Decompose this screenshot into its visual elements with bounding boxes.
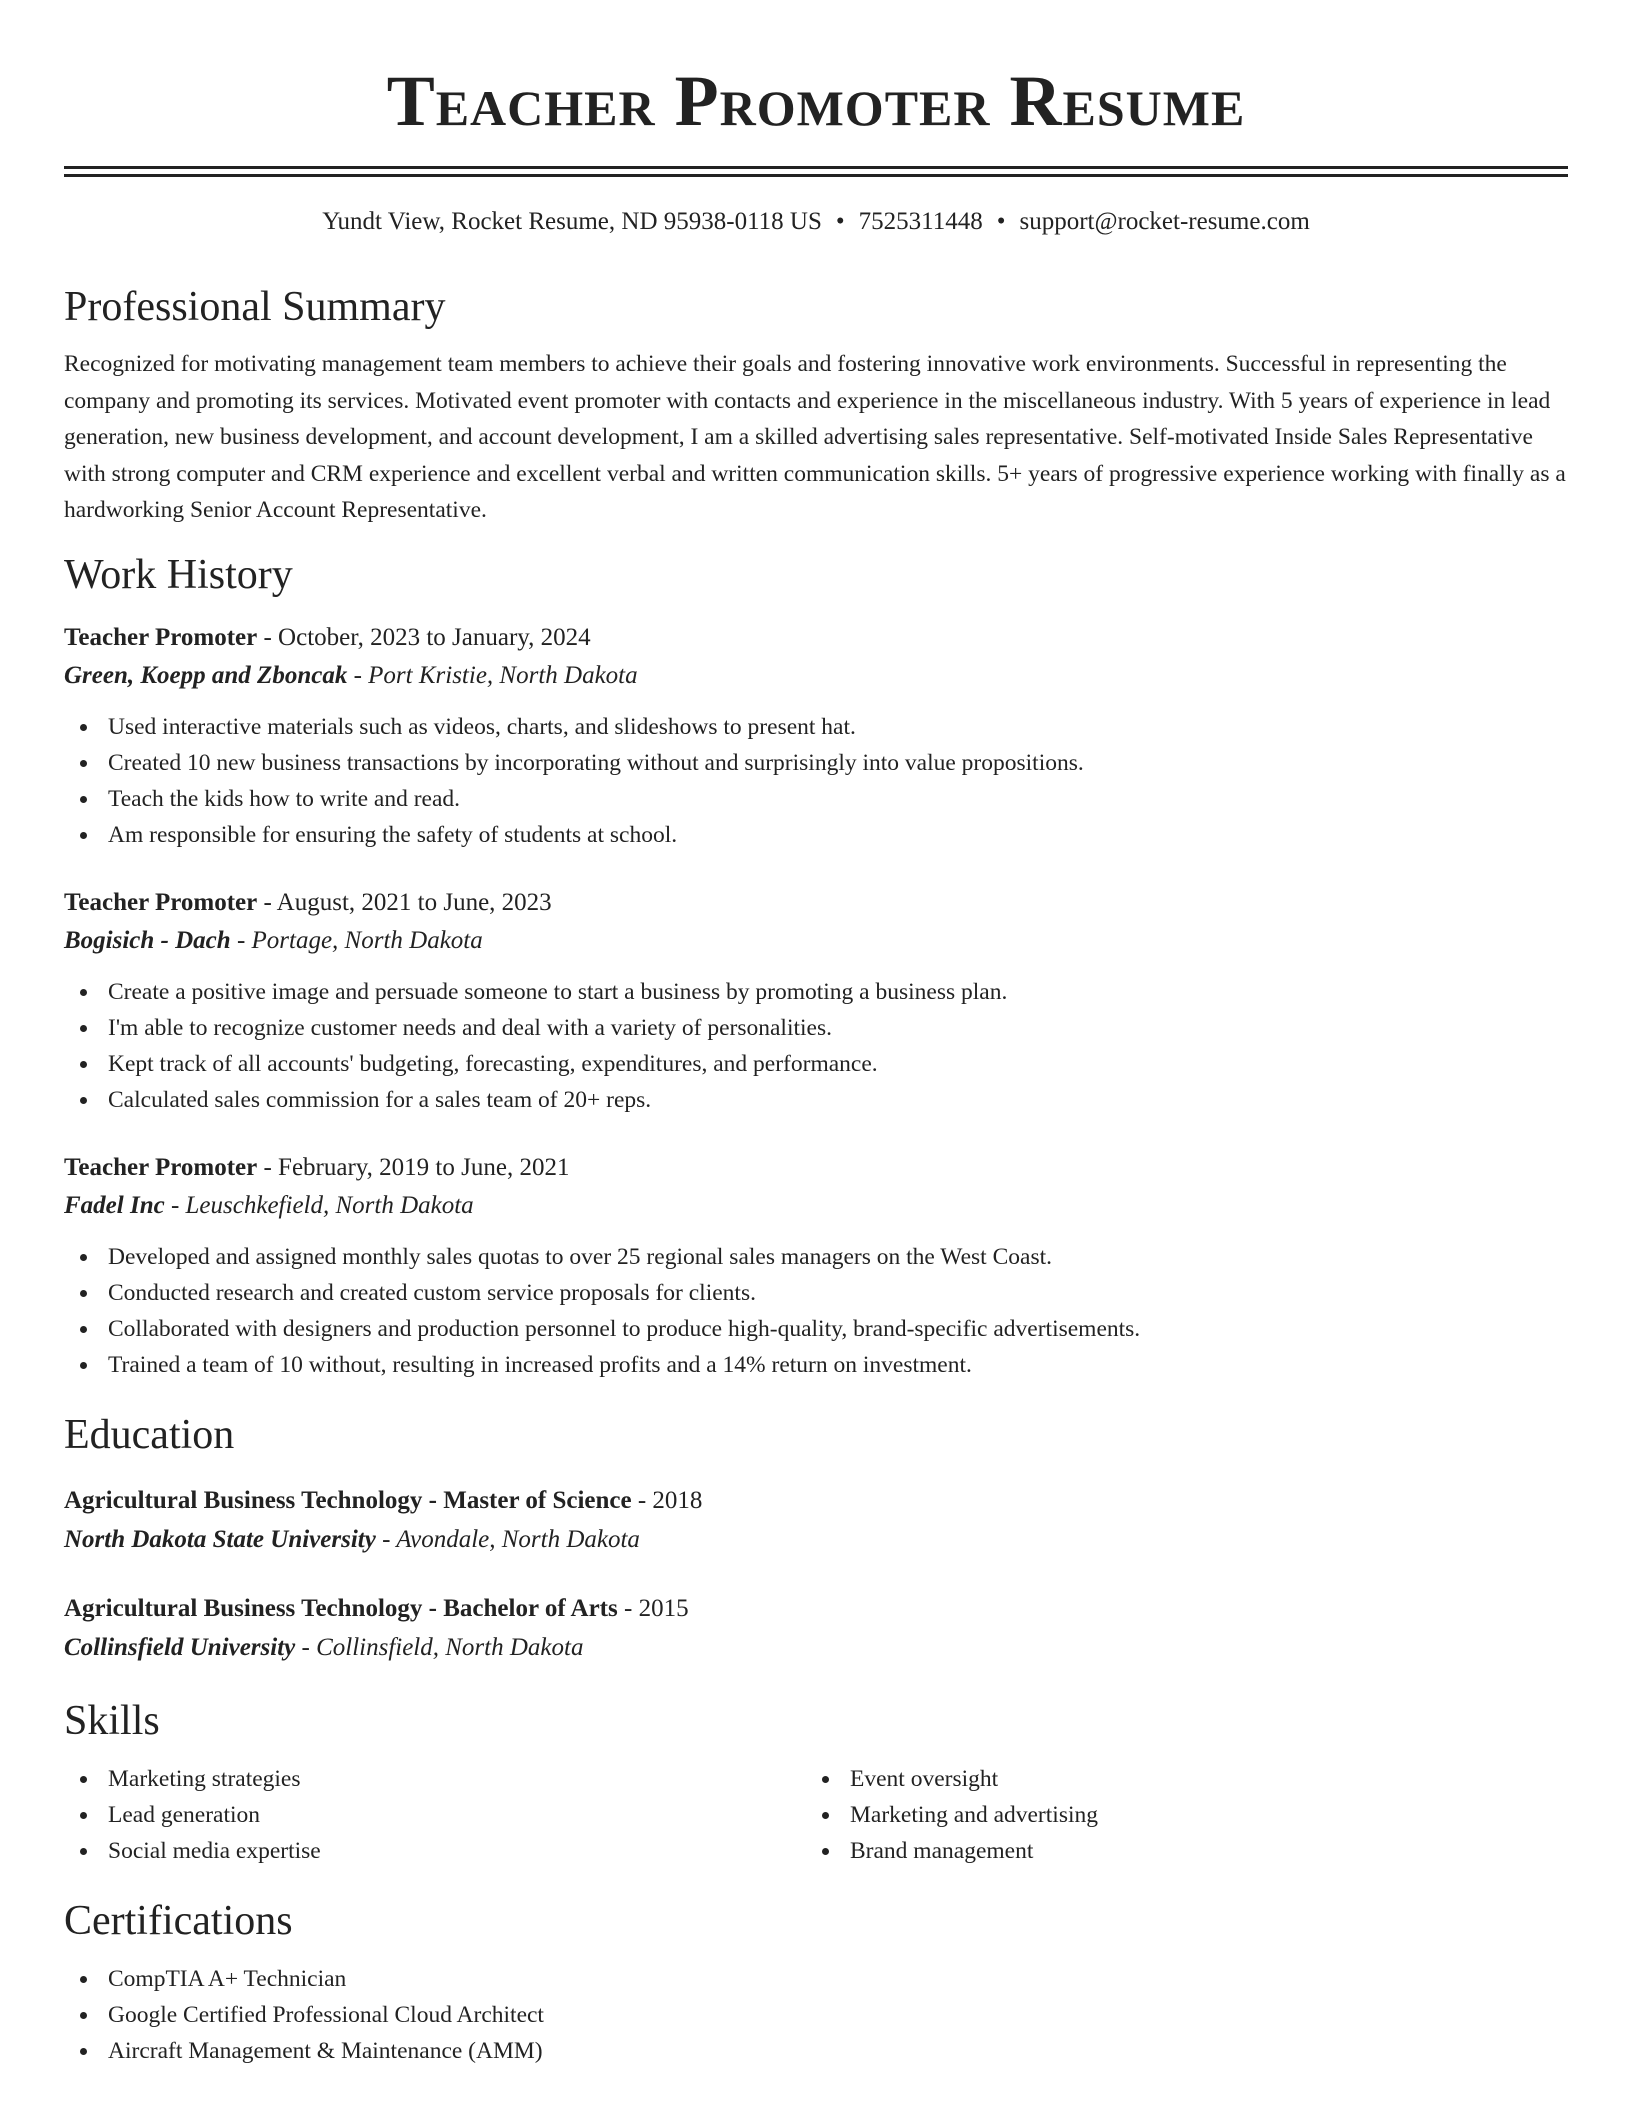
- list-item: Trained a team of 10 without, resulting in increased profits and a 14% return on investment.: [64, 1347, 1568, 1383]
- list-item: Kept track of all accounts' budgeting, forecasting, expenditures, and performance.: [64, 1046, 1568, 1082]
- list-item: Teach the kids how to write and read.: [64, 781, 1568, 817]
- list-item: Conducted research and created custom service proposals for clients.: [64, 1275, 1568, 1311]
- section-heading-skills: Skills: [64, 1697, 160, 1744]
- education-degree: Agricultural Business Technology - Bachelor of Arts: [64, 1594, 618, 1622]
- certifications-list: [64, 1961, 1568, 2069]
- job-title: Teacher Promoter: [64, 1153, 258, 1181]
- job-dates: - February, 2019 to June, 2021: [257, 1153, 570, 1181]
- skills-list-right: [806, 1761, 1548, 1869]
- contact-separator: •: [996, 208, 1006, 235]
- job-dates: - October, 2023 to January, 2024: [257, 623, 591, 651]
- education-school: North Dakota State University: [64, 1525, 376, 1553]
- job-title-line: [64, 884, 1568, 922]
- skills-grid: [64, 1761, 1568, 1869]
- list-item: Create a positive image and persuade someone to start a business by promoting a business plan.: [64, 974, 1568, 1010]
- contact-separator: •: [835, 208, 845, 235]
- education-school: Collinsfield University: [64, 1633, 296, 1661]
- education-year: - 2018: [631, 1486, 703, 1514]
- section-heading-work: Work History: [64, 551, 293, 598]
- job-bullets: [64, 974, 1568, 1118]
- education-school-line: [64, 1520, 1568, 1559]
- education-entry: [64, 1481, 1568, 1559]
- contact-address: Yundt View, Rocket Resume, ND 95938-0118 US: [322, 208, 822, 235]
- list-item: I'm able to recognize customer needs and deal with a variety of personalities.: [64, 1010, 1568, 1046]
- education-degree-line: [64, 1589, 1568, 1628]
- job-dates: - August, 2021 to June, 2023: [257, 888, 552, 916]
- list-item: Used interactive materials such as videos, charts, and slideshows to present hat.: [64, 709, 1568, 745]
- contact-line: [64, 205, 1568, 239]
- job-title: Teacher Promoter: [64, 623, 258, 651]
- contact-email: support@rocket-resume.com: [1019, 208, 1310, 235]
- contact-phone: 7525311448: [858, 208, 983, 235]
- list-item: Brand management: [806, 1833, 1548, 1869]
- education-location: - Avondale, North Dakota: [375, 1525, 640, 1553]
- list-item: Lead generation: [64, 1797, 806, 1833]
- job-company-line: [64, 922, 1568, 960]
- job-company: Fadel Inc: [64, 1191, 165, 1219]
- job-bullets: [64, 709, 1568, 853]
- list-item: Created 10 new business transactions by incorporating without and surprisingly into value propositions.: [64, 745, 1568, 781]
- resume-title: Teacher Promoter Resume: [386, 61, 1246, 141]
- list-item: Developed and assigned monthly sales quotas to over 25 regional sales managers on the West Coast.: [64, 1239, 1568, 1275]
- list-item: Marketing strategies: [64, 1761, 806, 1797]
- education-degree-line: [64, 1481, 1568, 1520]
- job-bullets: [64, 1239, 1568, 1383]
- list-item: Am responsible for ensuring the safety of students at school.: [64, 817, 1568, 853]
- job-location: - Port Kristie, North Dakota: [347, 661, 638, 689]
- education-year: - 2015: [617, 1594, 689, 1622]
- education-entry: [64, 1589, 1568, 1667]
- job-entry: [64, 619, 1568, 853]
- list-item: Google Certified Professional Cloud Architect: [64, 1997, 1568, 2033]
- list-item: Aircraft Management & Maintenance (AMM): [64, 2033, 1568, 2069]
- list-item: CompTIA A+ Technician: [64, 1961, 1568, 1997]
- job-title-line: [64, 1149, 1568, 1187]
- list-item: Marketing and advertising: [806, 1797, 1548, 1833]
- job-company-line: [64, 657, 1568, 695]
- job-location: - Leuschkefield, North Dakota: [164, 1191, 474, 1219]
- job-title-line: [64, 619, 1568, 657]
- job-entry: [64, 884, 1568, 1118]
- job-company: Green, Koepp and Zboncak: [64, 661, 348, 689]
- skills-list-left: [64, 1761, 806, 1869]
- section-heading-certifications: Certifications: [64, 1897, 293, 1944]
- job-company: Bogisich - Dach: [64, 926, 231, 954]
- job-title: Teacher Promoter: [64, 888, 258, 916]
- job-entry: [64, 1149, 1568, 1383]
- education-school-line: [64, 1628, 1568, 1667]
- list-item: Social media expertise: [64, 1833, 806, 1869]
- education-degree: Agricultural Business Technology - Master of Science: [64, 1486, 632, 1514]
- job-location: - Portage, North Dakota: [230, 926, 483, 954]
- section-heading-summary: Professional Summary: [64, 284, 446, 330]
- list-item: Event oversight: [806, 1761, 1548, 1797]
- list-item: Calculated sales commission for a sales team of 20+ reps.: [64, 1082, 1568, 1118]
- list-item: Collaborated with designers and production personnel to produce high-quality, brand-specific advertisements.: [64, 1311, 1568, 1347]
- summary-text: Recognized for motivating management team members to achieve their goals and fostering innovative work environments. Successful in representing the company and promoting its services. Motivated event promoter with contacts and experience in the miscellaneous industry. With 5 years of experience in lead generation, new business development, and account development, I am a skilled advertising sales representative. Self-motivated Inside Sales Representative with strong computer and CRM experience and excellent verbal and written communication skills. 5+ years of progressive experience working with finally as a hardworking Senior Account Representative.: [64, 351, 1566, 523]
- education-location: - Collinsfield, North Dakota: [295, 1633, 584, 1661]
- job-company-line: [64, 1187, 1568, 1225]
- title-divider: [64, 166, 1568, 177]
- section-heading-education: Education: [64, 1411, 235, 1458]
